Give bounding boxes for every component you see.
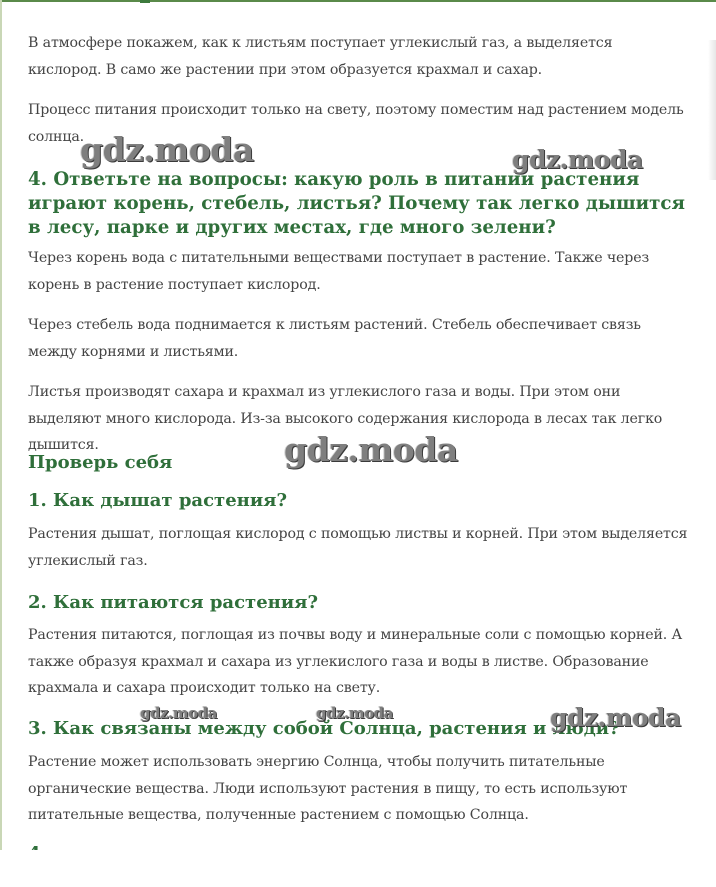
- watermark-logo: gdz.moda: [512, 145, 643, 174]
- answer-leaves: Листья производят сахара и крахмал из углекислого газа и воды. При этом они выделяют много кислорода. Из-за высокого содержания кислорода в лесах так легко дышится.: [28, 384, 663, 453]
- watermark-logo: gdz.moda: [550, 703, 681, 732]
- check-question-3-heading: 3. Как связаны между собой Солнца, растения и люди?: [28, 718, 620, 739]
- check-answer-2: Растения питаются, поглощая из почвы воду и минеральные соли с помощью корней. А также образуя крахмал и сахара из углекислого газа и воды в листве. Образование крахмала и сахара происходит только на свету.: [28, 627, 683, 696]
- watermark-logo: gdz.moda: [140, 704, 217, 722]
- top-rule: [0, 0, 716, 2]
- watermark-logo: gdz.moda: [316, 704, 393, 722]
- answer-root: Через корень вода с питательными веществами поступает в растение. Также через корень в растение поступает кислород.: [28, 250, 650, 293]
- left-frame-line: [0, 0, 2, 887]
- check-answer-1: Растения дышат, поглощая кислород с помощью листвы и корней. При этом выделяется углекислый газ.: [28, 526, 688, 569]
- answer-stem: Через стебель вода поднимается к листьям растений. Стебель обеспечивает связь между корнями и листьями.: [28, 317, 641, 360]
- paragraph-atmosphere: В атмосфере покажем, как к листьям поступает углекислый газ, а выделяется кислород. В само же растении при этом образуется крахмал и сахар.: [28, 35, 613, 78]
- right-edge-shadow: [708, 40, 716, 180]
- check-question-2-heading: 2. Как питаются растения?: [28, 592, 319, 613]
- next-heading-cut-off: [28, 842, 668, 850]
- watermark-logo: gdz.moda: [284, 430, 458, 469]
- bottom-blank: [0, 850, 716, 887]
- watermark-logo: gdz.moda: [80, 130, 254, 169]
- question-4-heading: 4. Ответьте на вопросы: какую роль в питании растения играют корень, стебель, листья? Почему так легко дышится в лесу, парке и других местах, где много зелени?: [28, 169, 685, 238]
- top-accent-mark: [140, 0, 150, 3]
- check-yourself-heading: Проверь себя: [28, 452, 173, 473]
- check-answer-3: Растение может использовать энергию Солнца, чтобы получить питательные органические вещества. Люди используют растения в пищу, то есть используют питательные вещества, полученные растением с помощью Солнца.: [28, 754, 628, 823]
- check-question-1-heading: 1. Как дышат растения?: [28, 490, 288, 511]
- paragraph-light: Процесс питания происходит только на свету, поэтому поместим над растением модель солнца.: [28, 102, 684, 145]
